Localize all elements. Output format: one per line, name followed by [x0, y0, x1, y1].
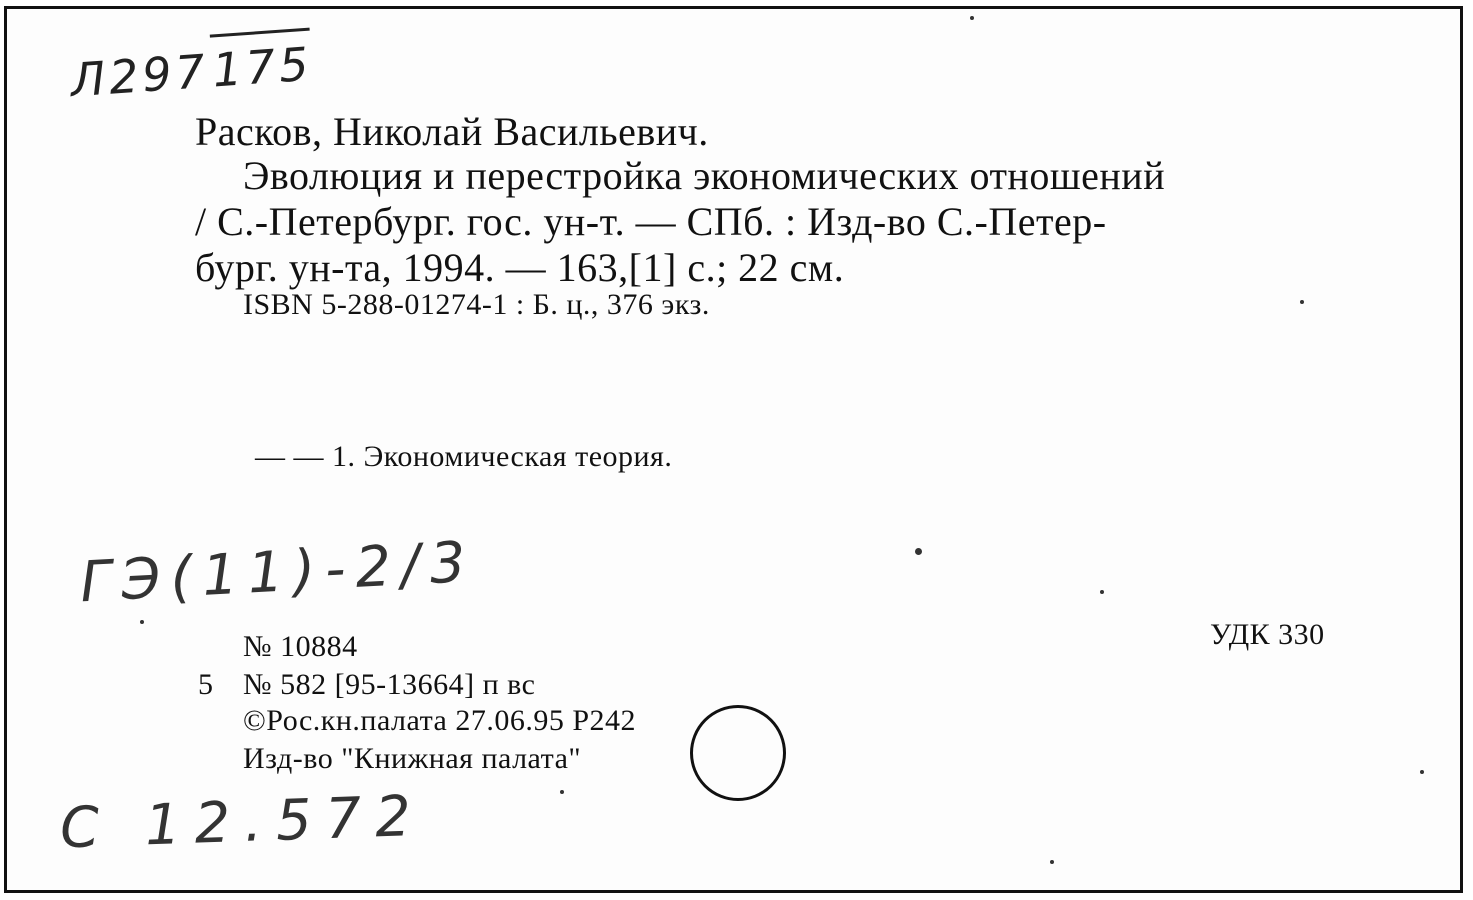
scan-speck	[140, 620, 144, 624]
isbn-line: ISBN 5-288-01274-1 : Б. ц., 376 экз.	[243, 288, 710, 321]
scan-speck	[1300, 300, 1304, 304]
scan-speck	[1100, 590, 1104, 594]
scan-speck	[970, 16, 974, 20]
subject-heading: — — 1. Экономическая теория.	[255, 440, 673, 473]
scan-speck	[1050, 860, 1054, 864]
card-number: № 10884	[243, 630, 358, 663]
order-number: № 582 [95-13664] п вс	[243, 668, 536, 701]
scan-speck	[915, 548, 922, 555]
copyright-line: ©Рос.кн.палата 27.06.95 Р242	[243, 704, 637, 737]
scan-speck	[1420, 770, 1424, 774]
library-stamp	[690, 705, 786, 801]
scan-speck	[560, 790, 564, 794]
title-line-2: / С.-Петербург. гос. ун-т. — СПб. : Изд-во С.-Петер-	[195, 199, 1107, 244]
print-run-prefix: 5	[198, 668, 214, 701]
udc-code: УДК 330	[1210, 618, 1325, 651]
title-line-3: бург. ун-та, 1994. — 163,[1] с.; 22 см.	[195, 245, 845, 290]
shelf-mark-code: Л297	[68, 43, 211, 108]
title-line-1: Эволюция и перестройка экономических отношений	[243, 153, 1166, 198]
shelf-mark-fraction: 175	[210, 28, 314, 98]
publisher-line: Изд-во "Книжная палата"	[243, 742, 582, 775]
classification-mark: ГЭ(11)-2/3	[78, 529, 478, 616]
author-line: Расков, Николай Васильевич.	[195, 109, 709, 154]
inventory-note: С 12.572	[58, 783, 426, 862]
